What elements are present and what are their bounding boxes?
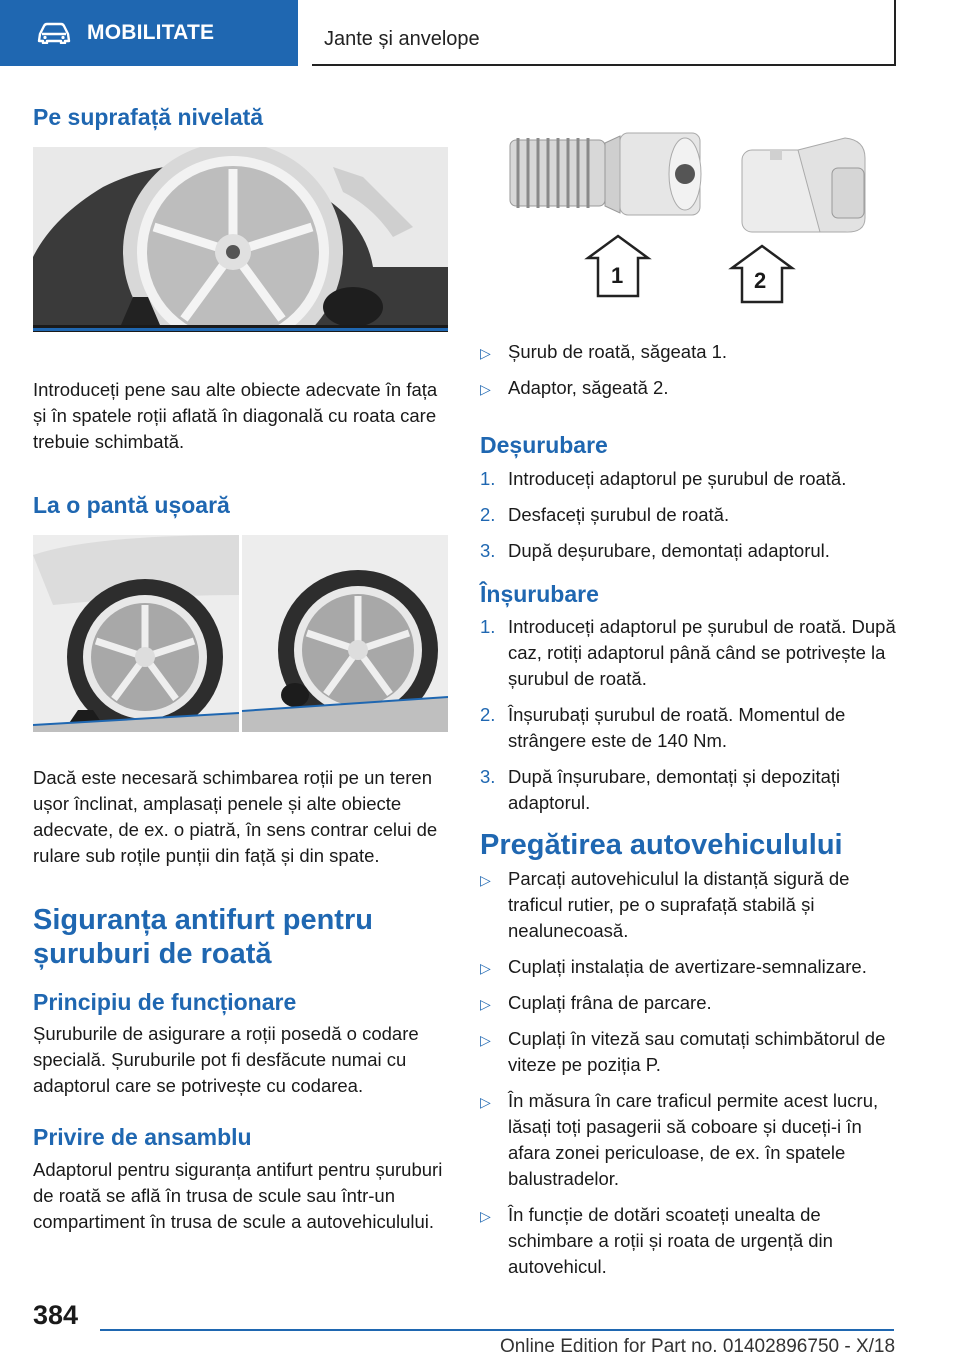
paragraph-slight-slope: Dacă este necesară schimbarea roții pe un teren ușor înclinat, amplasați penele și alte obiecte adecvate, de ex. o piatră, în sens contrar celui de rulare sub roțile punții din față și din spate. <box>33 767 438 866</box>
step-item: 3. După înșurubare, demontați și depozitați adaptorul. <box>480 766 841 813</box>
step-item: 1. Introduceți adaptorul pe șurubul de roată. După caz, rotiți adaptorul până când se potrivește la șurubul de roată. <box>480 616 896 689</box>
chapter-label: Jante și anvelope <box>324 28 480 50</box>
car-icon <box>37 22 71 44</box>
section-label: MOBILITATE <box>87 21 215 44</box>
heading-screw: Înșurubare <box>480 581 599 607</box>
legend-item: ▷ Adaptor, săgeată 2. <box>480 375 900 401</box>
triangle-bullet-icon: ▷ <box>480 960 491 976</box>
paragraph-level-surface: Introduceți pene sau alte obiecte adecvate în fața și în spatele roții aflată în diagonală cu roata care trebuie schimbată. <box>33 379 438 452</box>
heading-vehicle-prep: Pregătirea autovehiculului <box>480 829 843 861</box>
triangle-bullet-icon: ▷ <box>480 1094 491 1110</box>
triangle-bullet-icon: ▷ <box>480 1032 491 1048</box>
heading-level-surface: Pe suprafață nivelată <box>33 104 264 130</box>
prep-item: ▷ Cuplați în viteză sau comutați schimbătorul de viteze pe poziția P. <box>480 1028 886 1075</box>
triangle-bullet-icon: ▷ <box>480 996 491 1012</box>
heading-overview: Privire de ansamblu <box>33 1124 252 1150</box>
footer-divider <box>100 1329 894 1331</box>
figure-level-surface <box>33 147 448 332</box>
heading-slight-slope: La o pantă ușoară <box>33 492 230 518</box>
prep-item: ▷ Cuplați instalația de avertizare-semnalizare. <box>480 954 900 980</box>
paragraph-overview: Adaptorul pentru siguranța antifurt pentru șuruburi de roată se află în trusa de scule sau într-un compartiment în trusa de scule a autovehiculului. <box>33 1159 443 1232</box>
prep-item: ▷ În funcție de dotări scoateți unealta de schimbare a roții și roata de urgență din autovehicul. <box>480 1204 833 1277</box>
heading-unscrew: Deșurubare <box>480 432 608 458</box>
chapter-header <box>312 0 896 66</box>
prep-item: ▷ Cuplați frâna de parcare. <box>480 990 900 1016</box>
figure-slight-slope <box>33 535 448 732</box>
step-item: 1. Introduceți adaptorul pe șurubul de roată. <box>480 468 847 489</box>
prep-item: ▷ Parcați autovehiculul la distanță sigură de traficul rutier, pe o suprafață stabilă și nealunecoasă. <box>480 868 850 941</box>
triangle-bullet-icon: ▷ <box>480 872 491 888</box>
figure-label-1: 1 <box>611 263 624 288</box>
page-number: 384 <box>33 1300 79 1330</box>
edition-info: Online Edition for Part no. 01402896750 - X/18 <box>500 1336 896 1357</box>
triangle-bullet-icon: ▷ <box>480 381 491 397</box>
paragraph-principle: Șuruburile de asigurare a roții posedă o codare specială. Șuruburile pot fi desfăcute numai cu adaptorul care se potrivește cu codarea. <box>33 1023 419 1096</box>
prep-item: ▷ În măsura în care traficul permite acest lucru, lăsați toți pasagerii să coboare și duceți-i în afara zonei periculoase, de ex. în spatele balustradelor. <box>480 1090 879 1189</box>
triangle-bullet-icon: ▷ <box>480 345 491 361</box>
heading-principle: Principiu de funcționare <box>33 989 297 1015</box>
figure-bolt-adapter <box>480 128 895 331</box>
step-item: 3. După deșurubare, demontați adaptorul. <box>480 540 830 561</box>
unscrew-steps <box>480 466 900 564</box>
step-item: 2. Înșurubați șurubul de roată. Momentul de strângere este de 140 Nm. <box>480 704 846 751</box>
legend-item: ▷ Șurub de roată, săgeata 1. <box>480 339 900 365</box>
triangle-bullet-icon: ▷ <box>480 1208 491 1224</box>
section-tab <box>0 0 298 66</box>
vehicle-prep-list <box>480 866 900 1280</box>
step-item: 2. Desfaceți șurubul de roată. <box>480 504 730 525</box>
figure-label-2: 2 <box>754 268 767 293</box>
figure-legend <box>480 339 900 401</box>
screw-steps <box>480 614 900 816</box>
heading-wheel-lock: Siguranța antifurt pentru șuruburi de roată <box>33 904 373 970</box>
